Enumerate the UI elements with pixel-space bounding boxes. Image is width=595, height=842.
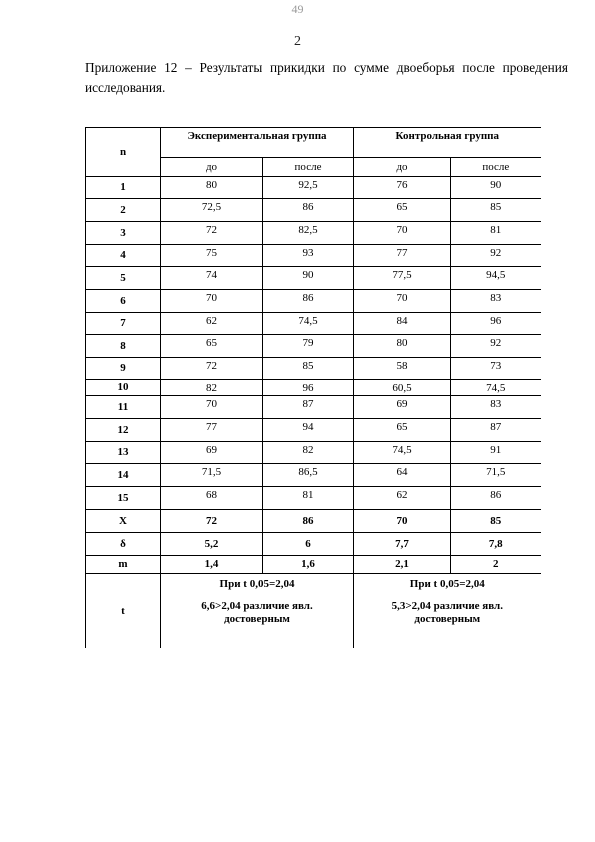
row-label: 15	[86, 487, 161, 510]
row-label: 5	[86, 267, 161, 290]
control-after: 74,5	[451, 380, 541, 396]
control-after: 92	[451, 245, 541, 267]
experimental-after: 85	[263, 358, 354, 380]
page-number: 49	[291, 2, 304, 16]
experimental-before: 65	[161, 335, 263, 358]
row-label: δ	[86, 533, 161, 556]
table-row	[86, 419, 541, 442]
table-row	[86, 245, 541, 267]
control-group-header: Контрольная группа	[354, 128, 541, 158]
t-experimental-cell	[161, 574, 354, 649]
experimental-before: 62	[161, 313, 263, 335]
control-before: 77,5	[354, 267, 451, 290]
experimental-before: 72	[161, 358, 263, 380]
experimental-before: 5,2	[161, 533, 263, 556]
experimental-before: 1,4	[161, 556, 263, 574]
control-before-header: до	[354, 158, 451, 177]
results-table	[85, 127, 541, 648]
experimental-after-header: после	[263, 158, 354, 177]
experimental-after: 86	[263, 290, 354, 313]
control-after: 2	[451, 556, 541, 574]
stat-row	[86, 556, 541, 574]
table-row	[86, 335, 541, 358]
control-before: 65	[354, 199, 451, 222]
control-after: 83	[451, 396, 541, 419]
experimental-after: 6	[263, 533, 354, 556]
stat-row	[86, 533, 541, 556]
control-before: 60,5	[354, 380, 451, 396]
n-header: n	[86, 128, 161, 177]
control-before: 62	[354, 487, 451, 510]
t-label: t	[86, 574, 161, 649]
experimental-before: 71,5	[161, 464, 263, 487]
control-after: 71,5	[451, 464, 541, 487]
control-after-header: после	[451, 158, 541, 177]
group-header-row	[86, 128, 541, 158]
t-experimental-line2: 6,6>2,04 различие явл.	[201, 600, 313, 612]
experimental-before: 68	[161, 487, 263, 510]
t-row	[86, 574, 541, 649]
row-label: 14	[86, 464, 161, 487]
t-experimental-line1: При t 0,05=2,04	[219, 578, 295, 590]
control-before: 76	[354, 177, 451, 199]
control-before: 70	[354, 290, 451, 313]
control-before: 84	[354, 313, 451, 335]
control-before: 69	[354, 396, 451, 419]
control-after: 83	[451, 290, 541, 313]
experimental-after: 82,5	[263, 222, 354, 245]
table-row	[86, 464, 541, 487]
table-row	[86, 267, 541, 290]
control-after: 96	[451, 313, 541, 335]
row-label: 3	[86, 222, 161, 245]
row-label: 9	[86, 358, 161, 380]
row-label: 11	[86, 396, 161, 419]
control-after: 85	[451, 199, 541, 222]
control-before: 74,5	[354, 442, 451, 464]
row-label: 1	[86, 177, 161, 199]
experimental-after: 86,5	[263, 464, 354, 487]
control-before: 65	[354, 419, 451, 442]
experimental-after: 86	[263, 199, 354, 222]
table-row	[86, 380, 541, 396]
control-after: 86	[451, 487, 541, 510]
control-after: 7,8	[451, 533, 541, 556]
control-before: 80	[354, 335, 451, 358]
experimental-after: 1,6	[263, 556, 354, 574]
experimental-before-header: до	[161, 158, 263, 177]
control-after: 94,5	[451, 267, 541, 290]
t-control-line3: достоверным	[414, 613, 481, 625]
table-row	[86, 290, 541, 313]
control-after: 91	[451, 442, 541, 464]
table-row	[86, 487, 541, 510]
control-before: 7,7	[354, 533, 451, 556]
experimental-after: 82	[263, 442, 354, 464]
experimental-before: 72,5	[161, 199, 263, 222]
experimental-before: 70	[161, 396, 263, 419]
control-after: 90	[451, 177, 541, 199]
table-row	[86, 222, 541, 245]
experimental-before: 74	[161, 267, 263, 290]
experimental-after: 87	[263, 396, 354, 419]
experimental-before: 70	[161, 290, 263, 313]
appendix-caption: Приложение 12 – Результаты прикидки по сумме двоеборья после проведения исследования.	[85, 60, 568, 95]
experimental-before: 75	[161, 245, 263, 267]
experimental-before: 69	[161, 442, 263, 464]
experimental-after: 86	[263, 510, 354, 533]
row-label: 10	[86, 380, 161, 396]
control-after: 85	[451, 510, 541, 533]
table-row	[86, 313, 541, 335]
experimental-after: 90	[263, 267, 354, 290]
control-before: 70	[354, 222, 451, 245]
experimental-after: 94	[263, 419, 354, 442]
control-after: 73	[451, 358, 541, 380]
row-label: 4	[86, 245, 161, 267]
control-before: 2,1	[354, 556, 451, 574]
t-control-line2: 5,3>2,04 различие явл.	[391, 600, 503, 612]
table-row	[86, 396, 541, 419]
control-before: 77	[354, 245, 451, 267]
control-after: 81	[451, 222, 541, 245]
table-row	[86, 358, 541, 380]
experimental-before: 72	[161, 510, 263, 533]
table-row	[86, 177, 541, 199]
stat-row	[86, 510, 541, 533]
experimental-after: 79	[263, 335, 354, 358]
control-after: 87	[451, 419, 541, 442]
experimental-before: 72	[161, 222, 263, 245]
table-row	[86, 199, 541, 222]
table-row	[86, 442, 541, 464]
row-label: 7	[86, 313, 161, 335]
control-after: 92	[451, 335, 541, 358]
control-before: 58	[354, 358, 451, 380]
experimental-after: 93	[263, 245, 354, 267]
t-control-cell	[354, 574, 541, 649]
experimental-before: 77	[161, 419, 263, 442]
experimental-before: 80	[161, 177, 263, 199]
row-label: 6	[86, 290, 161, 313]
experimental-after: 81	[263, 487, 354, 510]
control-before: 64	[354, 464, 451, 487]
row-label: 8	[86, 335, 161, 358]
experimental-before: 82	[161, 380, 263, 396]
experimental-after: 74,5	[263, 313, 354, 335]
row-label: X	[86, 510, 161, 533]
experimental-group-header: Экспериментальная группа	[161, 128, 354, 158]
experimental-after: 96	[263, 380, 354, 396]
row-label: 2	[86, 199, 161, 222]
row-label: m	[86, 556, 161, 574]
t-control-line1: При t 0,05=2,04	[409, 578, 485, 590]
t-experimental-line3: достоверным	[224, 613, 290, 625]
row-label: 12	[86, 419, 161, 442]
experimental-after: 92,5	[263, 177, 354, 199]
page-mark: 2	[294, 34, 301, 49]
control-before: 70	[354, 510, 451, 533]
row-label: 13	[86, 442, 161, 464]
